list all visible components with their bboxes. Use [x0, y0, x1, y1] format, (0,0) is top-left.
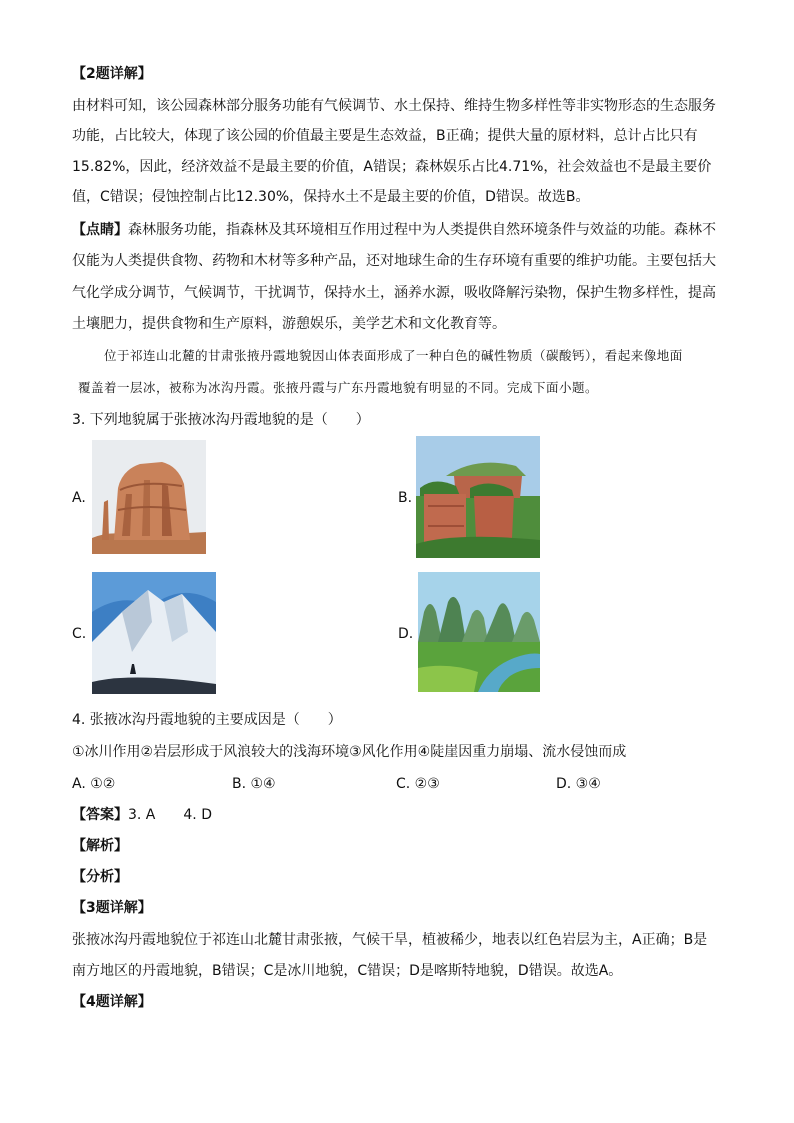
q3-text-line: 南方地区的丹霞地貌，B错误；C是冰川地貌，C错误；D是喀斯特地貌，D错误。故选A。 [72, 963, 623, 979]
dianjing-text-line: 土壤肥力，提供食物和生产原料，游憩娱乐，美学艺术和文化教育等。 [72, 316, 506, 332]
question-3: 3. 下列地貌属于张掖冰沟丹霞地貌的是（ ） [72, 412, 370, 428]
option-d-image-karst-river [418, 572, 540, 692]
q2-text-line: 值，C错误；侵蚀控制占比12.30%，保持水土不是最主要的价值，D错误。故选B。 [72, 189, 590, 205]
answer-label: 【答案】 [72, 807, 128, 823]
q4-choice-c: C. ②③ [396, 776, 440, 792]
option-c-label: C. [72, 626, 87, 642]
q2-text-line: 15.82%，因此，经济效益不是最主要的价值，A错误；森林娱乐占比4.71%，社会效益也不是最主要价 [72, 159, 712, 175]
q4-choice-d: D. ③④ [556, 776, 601, 792]
dianjing-first-line: 森林服务功能，指森林及其环境相互作用过程中为人类提供自然环境条件与效益的功能。森林不 [128, 222, 716, 238]
q2-text-line: 由材料可知，该公园森林部分服务功能有气候调节、水土保持、维持生物多样性等非实物形态的生态服务 [72, 98, 716, 114]
q3-detail-header: 【3题详解】 [72, 900, 152, 916]
material-text-line: 位于祁连山北麓的甘肃张掖丹霞地貌因山体表面形成了一种白色的碱性物质（碳酸钙），看起来像地面 [104, 348, 683, 363]
dianjing-paragraph [72, 220, 716, 240]
option-b-label: B. [398, 490, 413, 506]
q4-choice-a: A. ①② [72, 776, 116, 792]
q2-detail-header: 【2题详解】 [72, 66, 152, 82]
answer-text: 3. A 4. D [128, 807, 212, 823]
q3-text-line: 张掖冰沟丹霞地貌位于祁连山北麓甘肃张掖，气候干旱，植被稀少，地表以红色岩层为主，A正确；B是 [72, 932, 708, 948]
option-a-image-red-rock-formation [92, 440, 206, 554]
q4-detail-header: 【4题详解】 [72, 994, 152, 1010]
question-4: 4. 张掖冰沟丹霞地貌的主要成因是（ ） [72, 712, 342, 728]
material-text-line: 覆盖着一层冰，被称为冰沟丹霞。张掖丹霞与广东丹霞地貌有明显的不同。完成下面小题。 [78, 380, 599, 395]
question-4-statements: ①冰川作用②岩层形成于风浪较大的浅海环境③风化作用④陡崖因重力崩塌、流水侵蚀而成 [72, 744, 627, 760]
option-c-image-glacier-mountain [92, 572, 216, 694]
dianjing-text-line: 仅能为人类提供食物、药物和木材等多种产品，还对地球生命的生存环境有重要的维护功能。主要包括大 [72, 253, 716, 269]
dianjing-text-line: 气化学成分调节，气候调节，干扰调节，保持水土，涵养水源，吸收降解污染物，保护生物多样性，提高 [72, 285, 716, 301]
jiexi-label: 【解析】 [72, 838, 128, 854]
option-b-image-danxia-cliffs [416, 436, 540, 558]
fenxi-label: 【分析】 [72, 869, 128, 885]
dianjing-label: 【点睛】 [72, 222, 128, 238]
option-a-label: A. [72, 490, 86, 506]
answer-line [72, 805, 212, 825]
option-d-label: D. [398, 626, 414, 642]
q2-text-line: 功能，占比较大，体现了该公园的价值最主要是生态效益，B正确；提供大量的原材料，总计占比只有 [72, 128, 698, 144]
q4-choice-b: B. ①④ [232, 776, 276, 792]
